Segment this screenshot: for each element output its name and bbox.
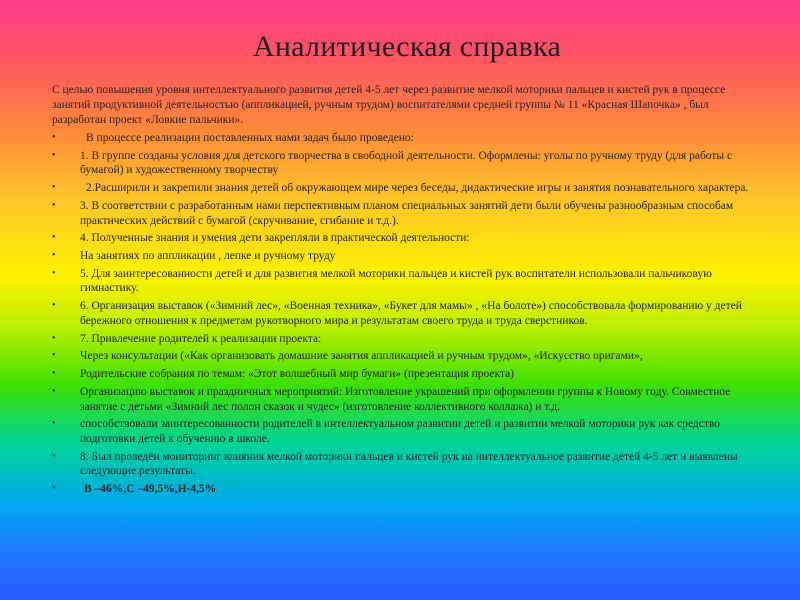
list-item bbox=[52, 131, 762, 146]
list-item-text: 3. В соответствии с разработанным нами перспективным планом специальных занятий дети были обучены разнообразным способам практических действий с бумагой (скручивание, сгибание и т.д.). bbox=[80, 199, 734, 227]
intro-paragraph: С целью повышения уровня интеллектуального развития детей 4-5 лет через развитие мелкой моторики пальцев и кистей рук в процессе занятий продуктивной деятельностью (аппликацией, ручным трудом) воспитателями средней группы № 11 «Красная Шапочка» , был разработан проект «Ловкие пальчики». bbox=[52, 84, 726, 126]
list-item bbox=[52, 199, 762, 228]
list-item bbox=[52, 385, 762, 414]
list-item bbox=[52, 417, 762, 446]
bullet-icon: • bbox=[52, 149, 56, 161]
bullet-icon: • bbox=[52, 450, 56, 462]
bullet-icon: • bbox=[52, 267, 56, 279]
list-item bbox=[52, 299, 762, 328]
list-item-text: Через консультации («Как организовать домашние занятия аппликацией и ручным трудом», «Искусство оригами», bbox=[80, 350, 643, 363]
list-item bbox=[52, 249, 762, 264]
page-title: Аналитическая справка bbox=[252, 30, 562, 63]
bullet-icon: • bbox=[52, 368, 56, 380]
list-item-text: Родительские собрания по темам: «Этот волшебный мир бумаги» (презентация проекта) bbox=[80, 368, 515, 381]
bullet-icon: • bbox=[52, 385, 56, 397]
list-item bbox=[52, 267, 762, 296]
list-item-text: 7. Привлечение родителей к реализации проекта: bbox=[80, 332, 322, 345]
list-item-text: 2.Расширили и закрепили знания детей об окружающем мире через беседы, дидактические игры и занятия познавательного характера. bbox=[86, 182, 749, 195]
list-item bbox=[52, 367, 762, 382]
bullet-icon: • bbox=[52, 350, 56, 362]
list-item-text: 1. В группе созданы условия для детского творчества в свободной деятельности. Оформлены: уголы по ручному труду (для работы с бумагой) и художественному творчеству bbox=[80, 149, 733, 177]
bullet-icon: • bbox=[52, 250, 56, 262]
list-item-text: 5. Для заинтересованности детей и для развития мелкой моторики пальцев и кистей рук воспитатели использовали пальчиковую гимнастику. bbox=[80, 267, 712, 295]
bullet-icon: • bbox=[52, 483, 56, 495]
list-item bbox=[52, 332, 762, 347]
list-item bbox=[52, 181, 762, 196]
list-item bbox=[52, 450, 762, 479]
bullet-icon: • bbox=[52, 300, 56, 312]
bullet-icon: • bbox=[52, 418, 56, 430]
bullet-icon: • bbox=[52, 199, 56, 211]
list-item-text: Организацию выставок и праздничных мероприятий: Изготовление украшений при оформлении группы к Новому году. Совместное занятие с детьми «Зимний лес полон сказок и чудес» (изготовление коллективного коллажа) и т.д. bbox=[80, 385, 731, 413]
list-item-text: 4. Полученные знания и умения дети закрепляли в практической деятельности: bbox=[80, 232, 470, 245]
list-item bbox=[52, 482, 762, 497]
list-item bbox=[52, 149, 762, 178]
bullet-icon: • bbox=[52, 332, 56, 344]
bullet-icon: • bbox=[52, 182, 56, 194]
list-item-text: На занятиях по аппликации , лепке и ручному труду bbox=[80, 250, 336, 263]
list-item bbox=[52, 231, 762, 246]
bullet-icon: • bbox=[52, 132, 56, 143]
list-item-text: способствовали заинтересованности родителей в интеллектуальном развитии детей и развитии мелкой моторики рук как средство подготовки детей к обучению в школе. bbox=[80, 418, 721, 445]
results-text: В –46%,С –49,5%,Н-4,5% bbox=[84, 483, 217, 496]
list-item-text: В процессе реализации поставленных нами задач было проведено: bbox=[86, 132, 414, 144]
list-item-text: 8. Был проведён мониторинг влияния мелкой моторики пальцев и кистей рук на интеллектуальное развитие детей 4-5 лет и выявлены следующие результаты. bbox=[80, 450, 738, 478]
list-item-text: 6. Организация выставок («Зимний лес», «Военная техника», «Букет для мамы» , «На болоте») способствовала формированию у детей бережного отношения к предметам рукотворного мира и результатам своего труда и труда сверстников. bbox=[80, 300, 742, 327]
list-item bbox=[52, 349, 762, 364]
bullet-list bbox=[52, 131, 762, 497]
bullet-icon: • bbox=[52, 232, 56, 244]
